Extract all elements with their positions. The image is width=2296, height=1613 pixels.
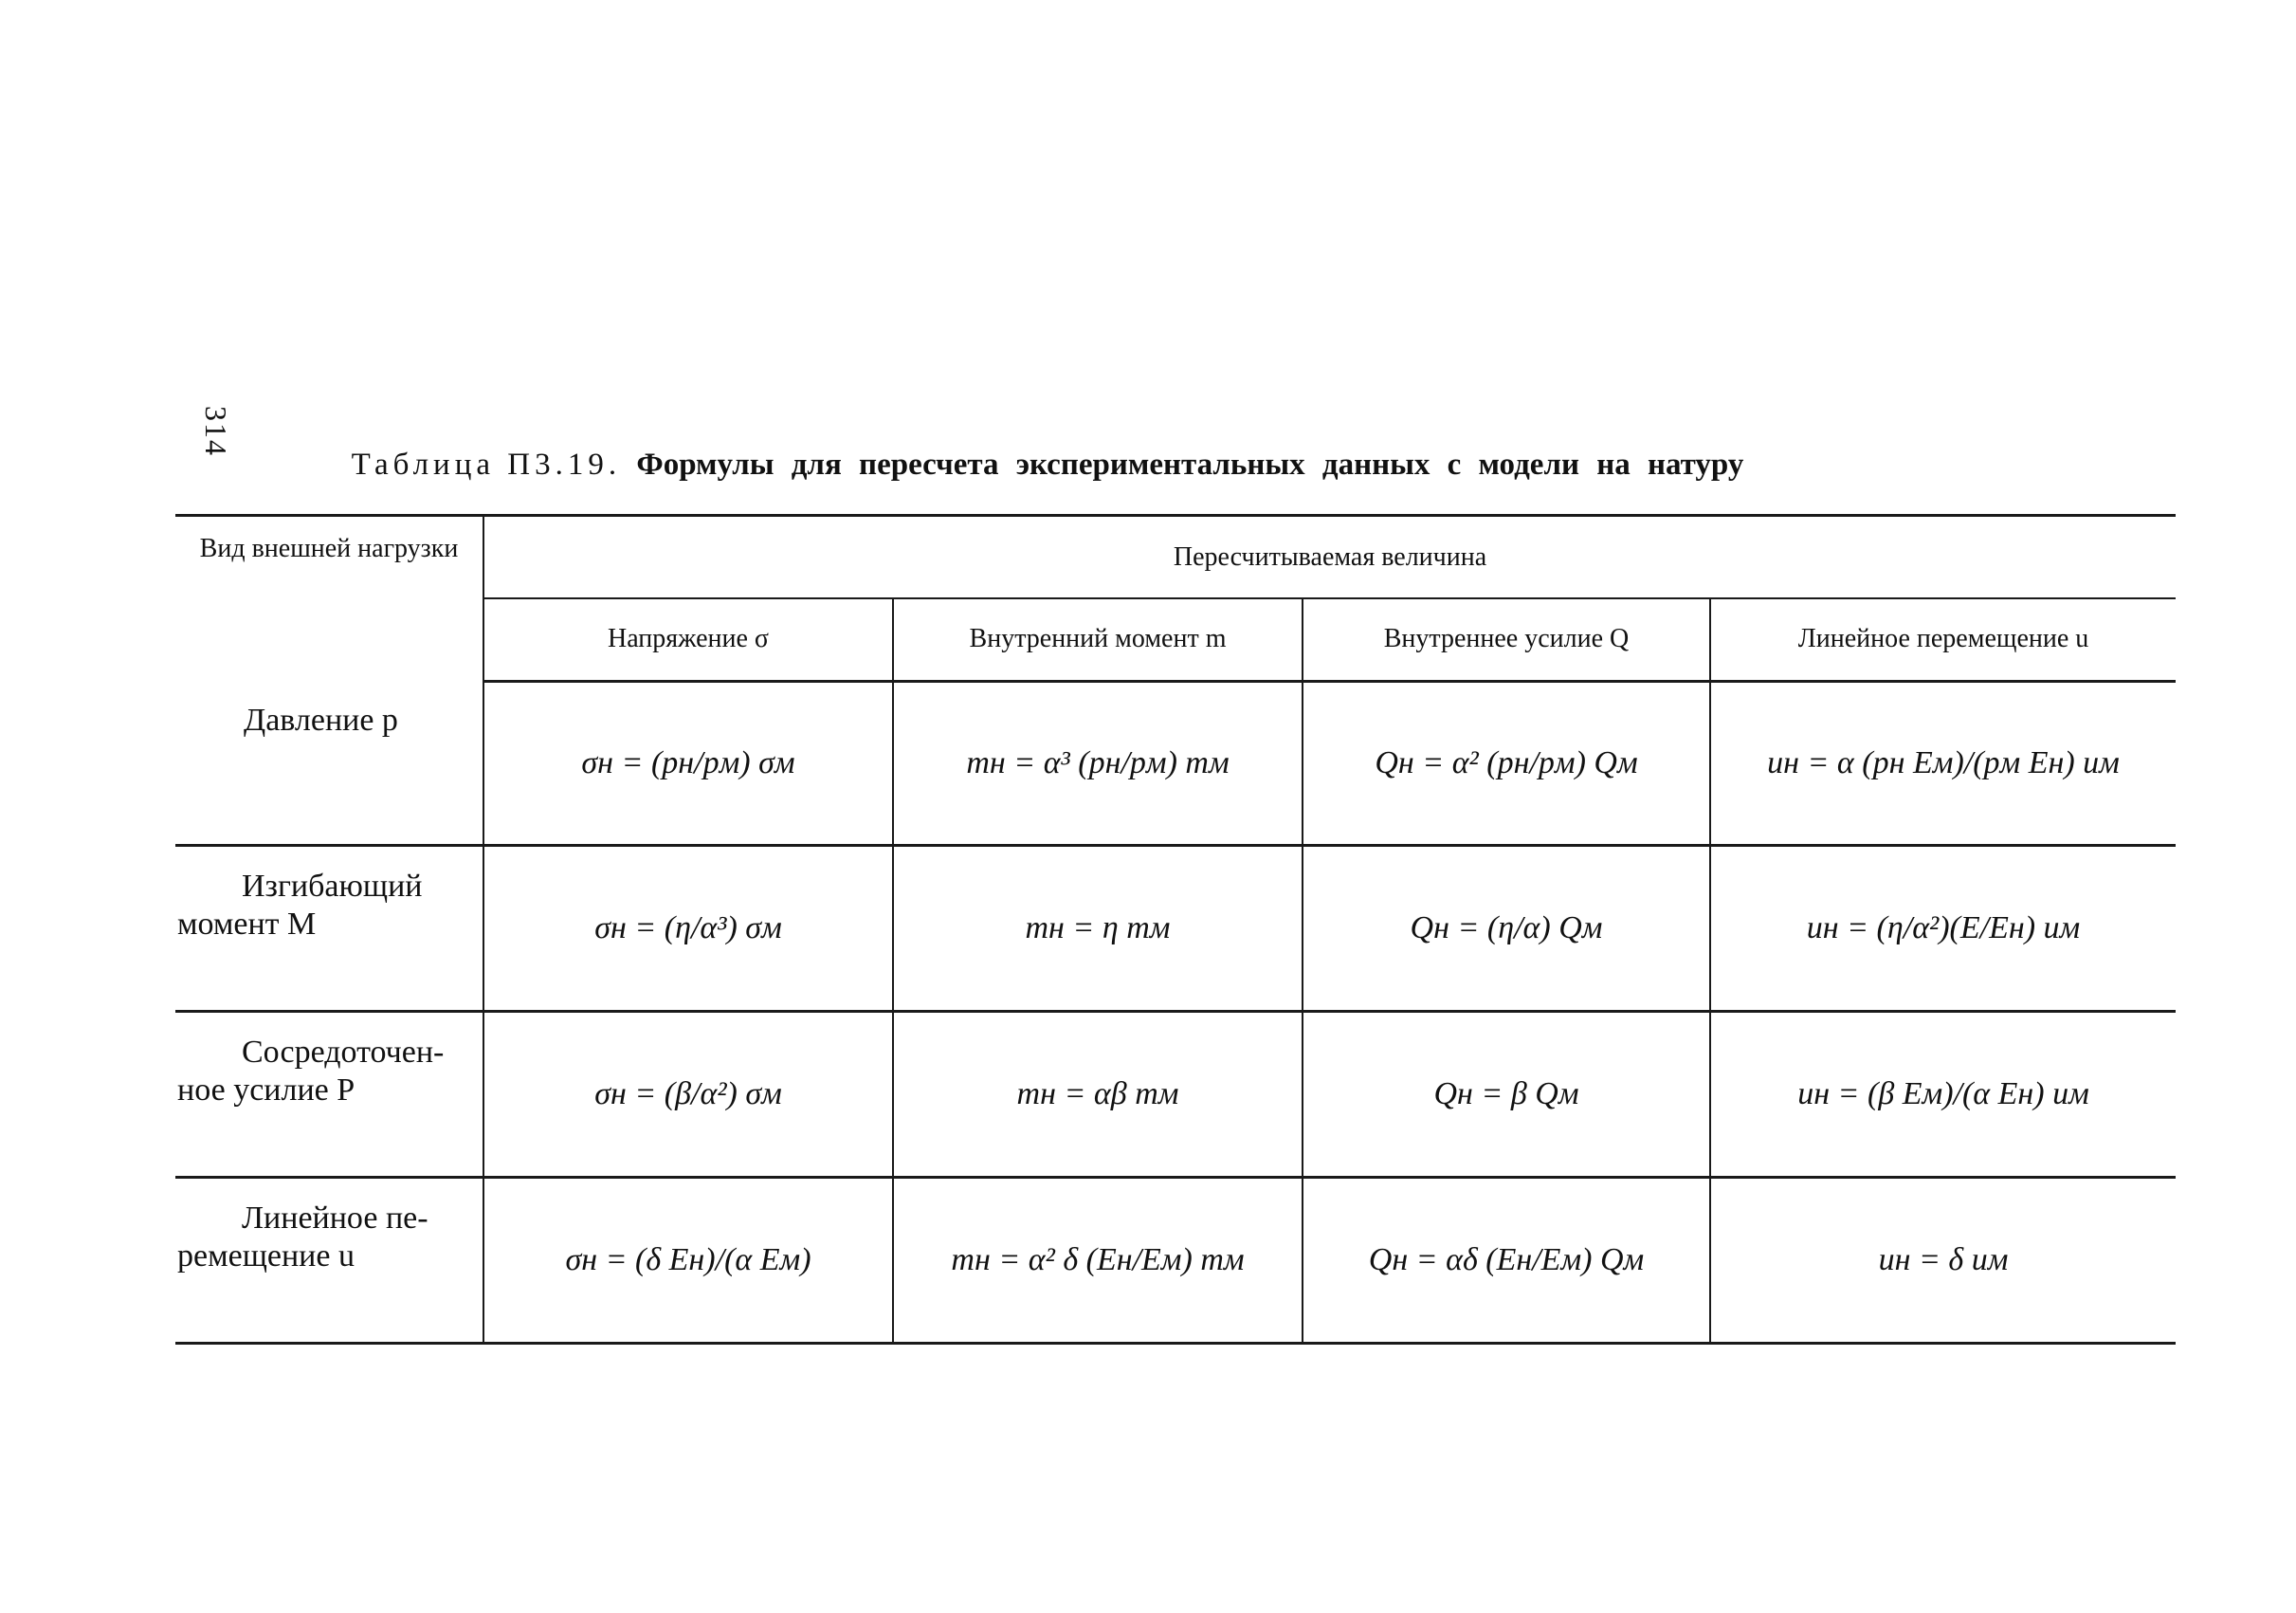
load-type-label-line1: Изгибающий <box>242 869 423 904</box>
formula-stress: σн = (η/α³) σм <box>594 910 782 945</box>
table-row <box>175 846 2176 1012</box>
table-caption <box>175 448 1920 483</box>
header-col-displacement: Линейное перемещение u <box>1710 598 2176 681</box>
formula-cell-moment <box>893 1012 1303 1178</box>
formula-force: Qн = β Qм <box>1433 1076 1579 1111</box>
formula-cell-moment <box>893 1178 1303 1344</box>
formula-cell-displacement <box>1710 681 2176 846</box>
load-type-cell <box>175 1012 483 1178</box>
load-type-label-line2: ное усилие P <box>177 1072 355 1108</box>
formula-cell-stress <box>483 1178 893 1344</box>
formula-cell-stress <box>483 846 893 1012</box>
page-number-area <box>121 199 233 457</box>
formula-moment: mн = α³ (pн/pм) mм <box>966 744 1230 780</box>
formula-cell-force <box>1303 1012 1710 1178</box>
formula-cell-force <box>1303 846 1710 1012</box>
load-type-cell <box>175 681 483 846</box>
formula-cell-displacement <box>1710 1178 2176 1344</box>
formula-force: Qн = (η/α) Qм <box>1410 910 1603 945</box>
formula-stress: σн = (β/α²) σм <box>594 1076 782 1111</box>
formula-displacement: uн = (η/α²)(E/Eн) uм <box>1806 910 2081 945</box>
formula-force: Qн = α² (pн/pм) Qм <box>1375 744 1638 780</box>
formula-moment: mн = αβ mм <box>1016 1076 1179 1111</box>
load-type-cell <box>175 846 483 1012</box>
header-recalculated-quantity: Пересчитываемая величина <box>483 516 2176 599</box>
load-type-label-line2: ремещение u <box>177 1238 355 1274</box>
header-col-force: Внутреннее усилие Q <box>1303 598 1710 681</box>
table-row <box>175 681 2176 846</box>
formula-displacement: uн = (β Eм)/(α Eн) uм <box>1797 1076 2089 1111</box>
load-type-label-line1: Линейное пе- <box>242 1201 428 1236</box>
header-load-type: Вид внешней нагрузки <box>175 516 483 682</box>
formula-force: Qн = αδ (Eн/Eм) Qм <box>1368 1242 1645 1277</box>
formula-cell-stress <box>483 1012 893 1178</box>
load-type-label: Давление p <box>244 703 398 738</box>
formula-cell-stress <box>483 681 893 846</box>
formula-moment: mн = η mм <box>1025 910 1171 945</box>
table-caption-label: Таблица П3.19. <box>351 448 622 482</box>
formula-table <box>175 514 2176 1345</box>
formula-cell-moment <box>893 681 1303 846</box>
table-row <box>175 1012 2176 1178</box>
formula-displacement: uн = δ uм <box>1878 1242 2009 1277</box>
table-row <box>175 1178 2176 1344</box>
formula-cell-displacement <box>1710 1012 2176 1178</box>
load-type-label-line2: момент M <box>177 907 317 942</box>
header-col-stress: Напряжение σ <box>483 598 893 681</box>
formula-moment: mн = α² δ (Eн/Eм) mм <box>951 1242 1245 1277</box>
formula-cell-force <box>1303 1178 1710 1344</box>
load-type-label-line1: Сосредоточен- <box>242 1035 445 1070</box>
page-number: 314 <box>199 406 233 457</box>
formula-displacement: uн = α (pн Eм)/(pм Eн) uм <box>1767 744 2120 780</box>
load-type-cell <box>175 1178 483 1344</box>
formula-stress: σн = (δ Eн)/(α Eм) <box>565 1242 811 1277</box>
formula-cell-moment <box>893 846 1303 1012</box>
formula-stress: σн = (pн/pм) σм <box>581 744 795 780</box>
table-caption-title: Формулы для пересчета экспериментальных данных с модели на натуру <box>636 448 1744 482</box>
formula-cell-force <box>1303 681 1710 846</box>
formula-cell-displacement <box>1710 846 2176 1012</box>
header-col-moment: Внутренний момент m <box>893 598 1303 681</box>
